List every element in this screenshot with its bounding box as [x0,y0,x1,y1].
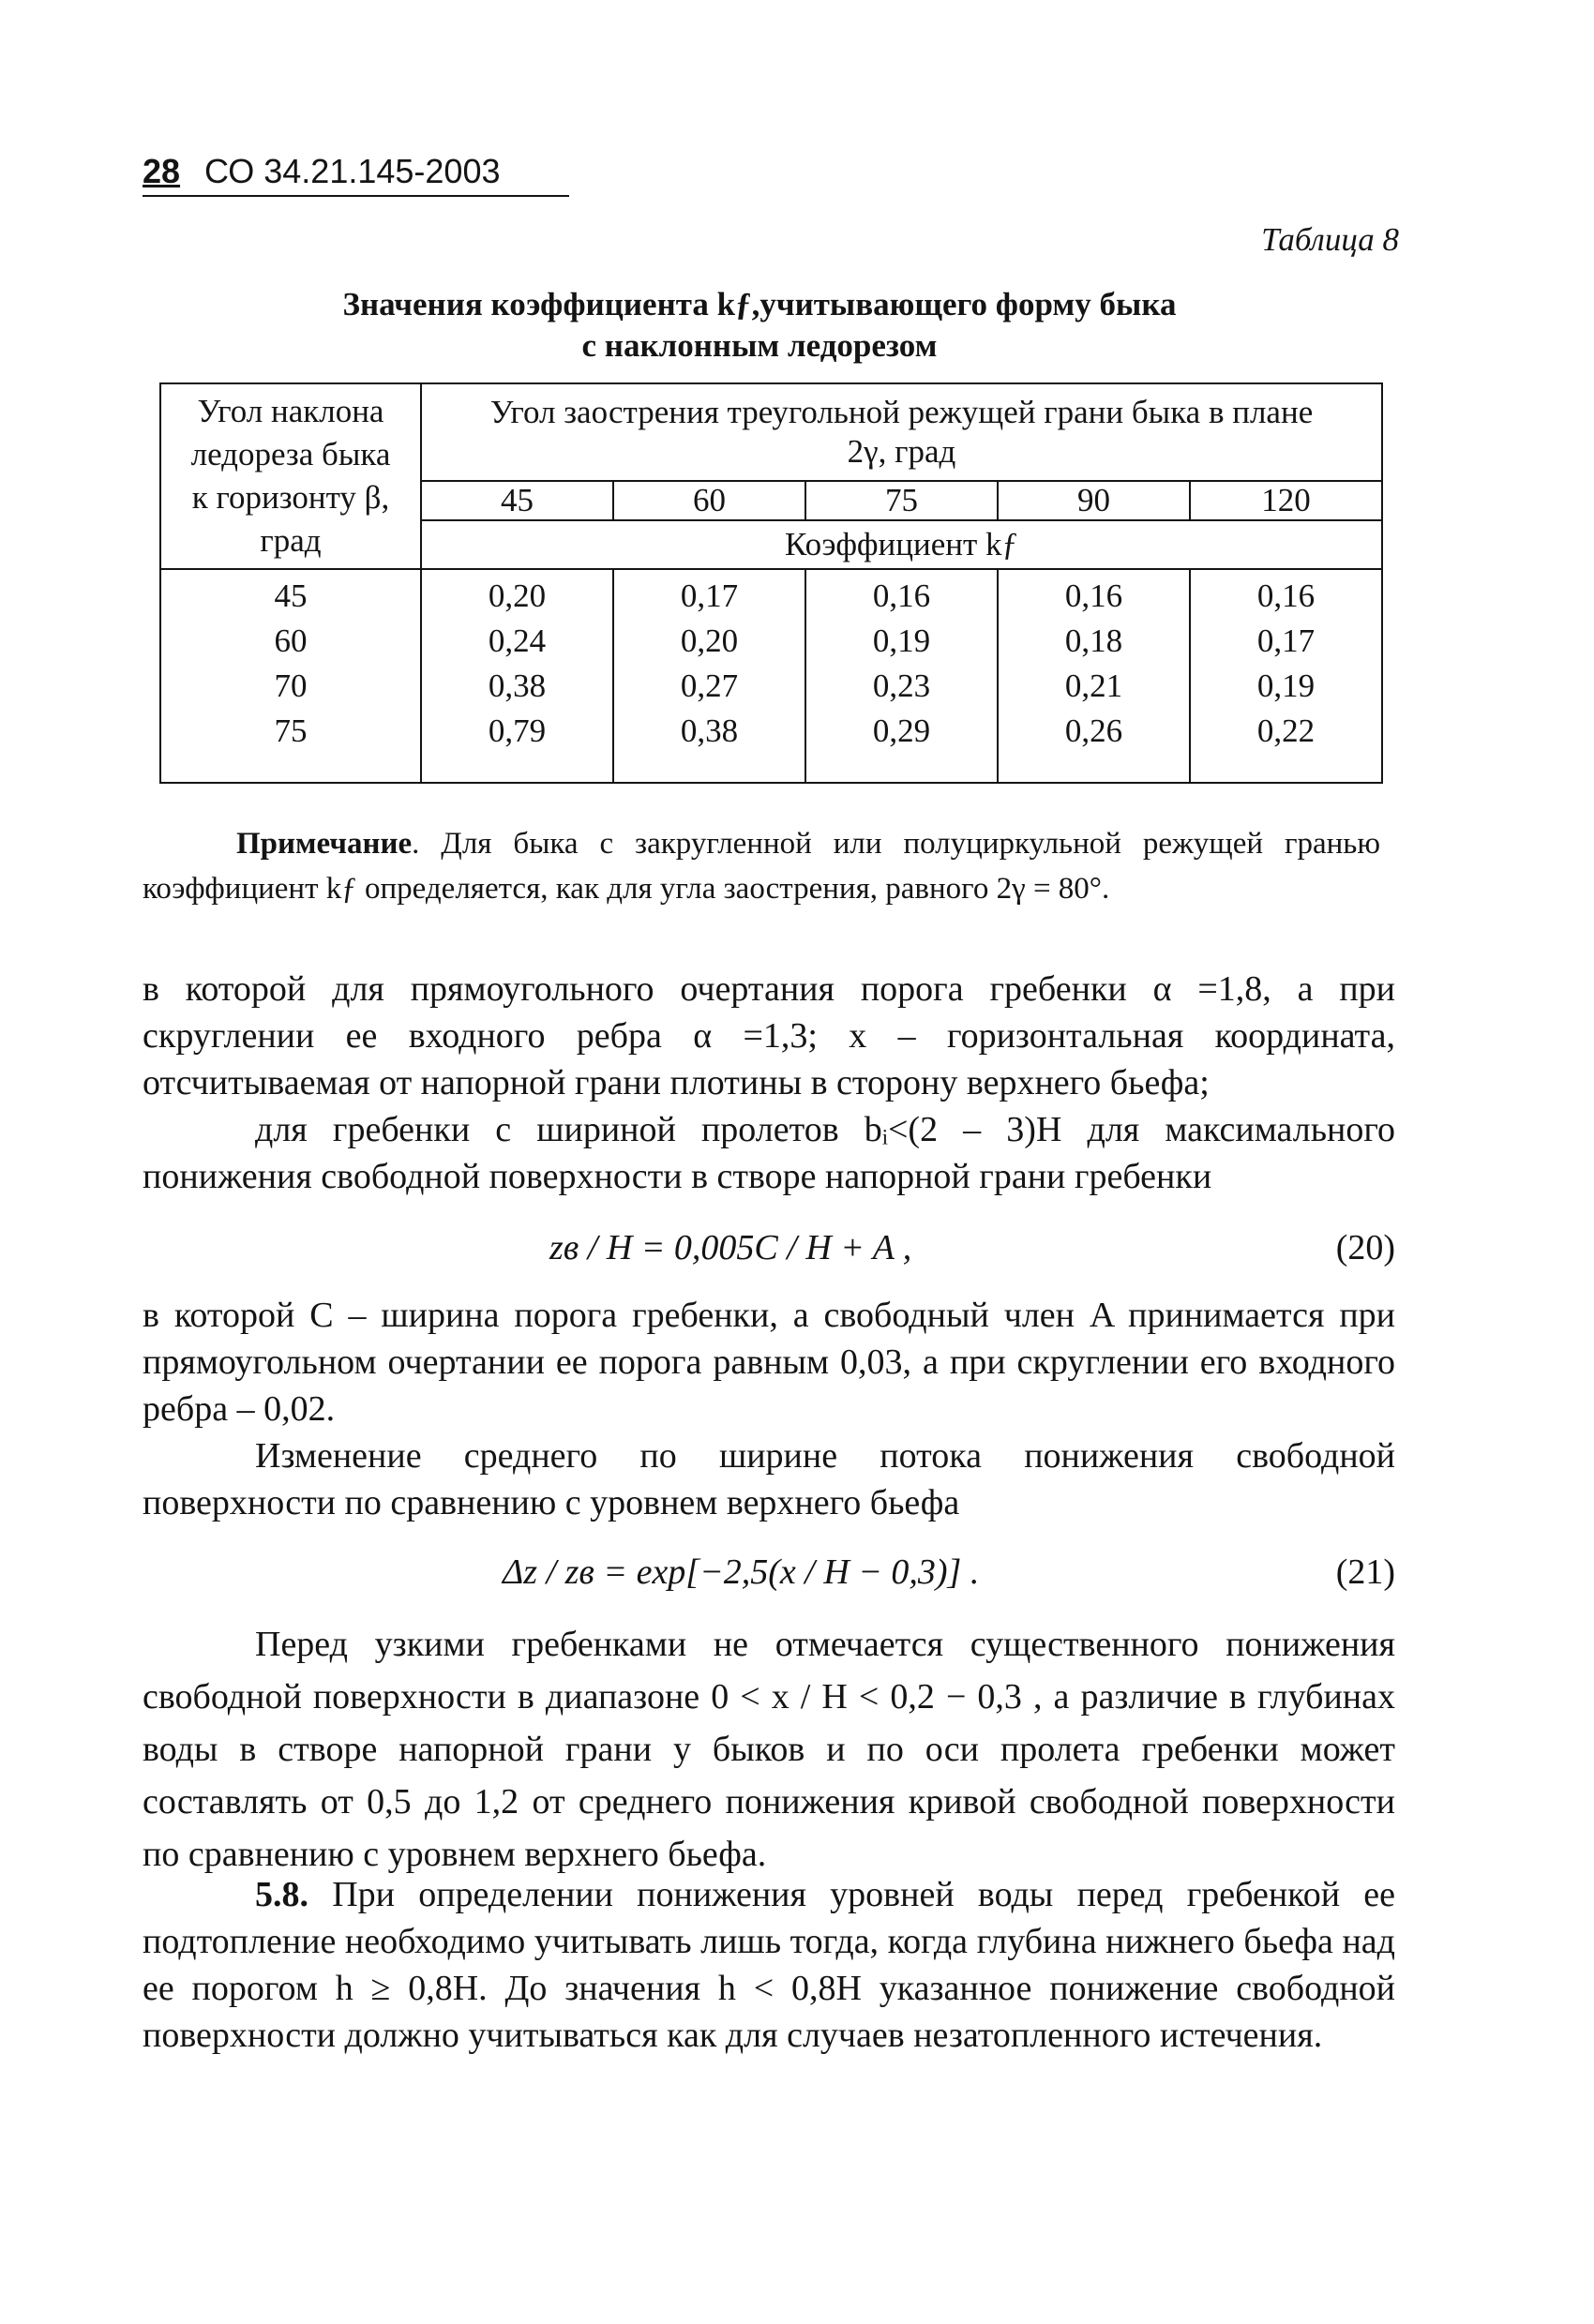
beta-value: 45 [274,577,308,614]
table-title-line-1: Значения коэффициента kƒ,учитывающего форму быка [342,286,1177,322]
coef-value: 0,22 [1256,712,1316,749]
coef-value: 0,38 [680,712,739,749]
stub-header-line: град [260,522,322,559]
coef-value: 0,23 [872,667,931,704]
beta-value: 60 [274,622,308,659]
beta-value: 70 [274,667,308,704]
stub-header-line: ледореза быка [190,436,391,472]
running-header [143,152,569,197]
coef-value: 0,27 [680,667,739,704]
paragraph-6 [143,1871,1395,2059]
coef-column-75 [805,569,998,783]
coef-value: 0,20 [488,577,547,614]
coef-value: 0,16 [872,577,931,614]
angle-column-header: 75 [805,481,998,520]
coef-value: 0,17 [680,577,739,614]
coef-column-90 [998,569,1190,783]
coef-value: 0,16 [1064,577,1123,614]
paragraph-5: Перед узкими гребенками не отмечается существенного понижения свободной поверхности в диапазоне 0 < x / H < 0,2 − 0,3 , а различие в глубинах воды в створе напорной грани у быков и по оси пролета гребенки может составлять от 0,5 до 1,2 от среднего понижения кривой свободной поверхности по сравнению с уровнем верхнего бьефа. [143,1625,1395,1874]
span-header-line: 2γ, град [847,433,956,470]
beta-value: 75 [274,712,308,749]
paragraph-4: Изменение среднего по ширине потока понижения свободной поверхности по сравнению с уровнем верхнего бьефа [143,1436,1395,1522]
coef-value: 0,21 [1064,667,1123,704]
coefficient-header: Коэффициент kƒ [421,520,1382,569]
table-title-line-2: с наклонным ледорезом [581,327,938,364]
coefficient-table [159,382,1383,784]
coef-column-120 [1190,569,1382,783]
page-number: 28 [143,152,181,190]
angle-column-header: 60 [613,481,805,520]
coef-value: 0,38 [488,667,547,704]
paragraph-3: в которой C – ширина порога гребенки, а свободный член A принимается при прямоугольном очертании ее порога равным 0,03, а при скруглении его входного ребра – 0,02. [143,1296,1395,1429]
section-number: 5.8. [255,1875,308,1914]
formula-21-expression: Δz / zв = exp[−2,5(x / H − 0,3)] . [503,1552,980,1592]
angle-column-header: 90 [998,481,1190,520]
beta-column [160,569,421,783]
stub-header-line: Угол наклона [197,393,384,429]
coef-column-60 [613,569,805,783]
angle-column-header: 45 [421,481,613,520]
paragraph-2: для гребенки с шириной пролетов bᵢ<(2 – 3)H для максимального понижения свободной поверхности в створе напорной грани гребенки [143,1110,1395,1196]
coef-column-45 [421,569,613,783]
stub-header-cell [160,383,421,569]
coef-value: 0,19 [872,622,931,659]
table-note [143,821,1380,911]
stub-header-line: к горизонту β, [191,479,390,516]
note-label: Примечание [236,827,413,861]
coef-value: 0,20 [680,622,739,659]
coef-value: 0,26 [1064,712,1123,749]
span-header-line: Угол заострения треугольной режущей грани быка в плане [489,394,1314,430]
coef-value: 0,17 [1256,622,1316,659]
table-title [225,284,1294,367]
coef-value: 0,79 [488,712,547,749]
document-code: СО 34.21.145-2003 [204,152,501,190]
coef-value: 0,29 [872,712,931,749]
paragraph-6-text: При определении понижения уровней воды перед гребенкой ее подтопление необходимо учитывать лишь тогда, когда глубина нижнего бьефа над ее порогом h ≥ 0,8H. До значения h < 0,8H указанное понижение свободной поверхности должно учитываться как для случаев незатопленного истечения. [143,1875,1395,2055]
formula-20-number: (20) [1335,1228,1395,1267]
note-text: . Для быка с закругленной или полуциркульной режущей гранью коэффициент kƒ определяется, как для угла заострения, равного 2γ = 80°. [143,827,1380,906]
coef-value: 0,19 [1256,667,1316,704]
coef-value: 0,16 [1256,577,1316,614]
formula-20-expression: zв / H = 0,005C / H + A , [549,1228,912,1267]
formula-21-number: (21) [1335,1552,1395,1592]
coef-value: 0,18 [1064,622,1123,659]
table-number: Таблица 8 [1261,221,1399,258]
coef-value: 0,24 [488,622,547,659]
angle-span-header [421,383,1382,481]
angle-column-header: 120 [1190,481,1382,520]
paragraph-1: в которой для прямоугольного очертания порога гребенки α =1,8, а при скруглении ее входного ребра α =1,3; x – горизонтальная координата, отсчитываемая от напорной грани плотины в сторону верхнего бьефа; [143,969,1395,1102]
